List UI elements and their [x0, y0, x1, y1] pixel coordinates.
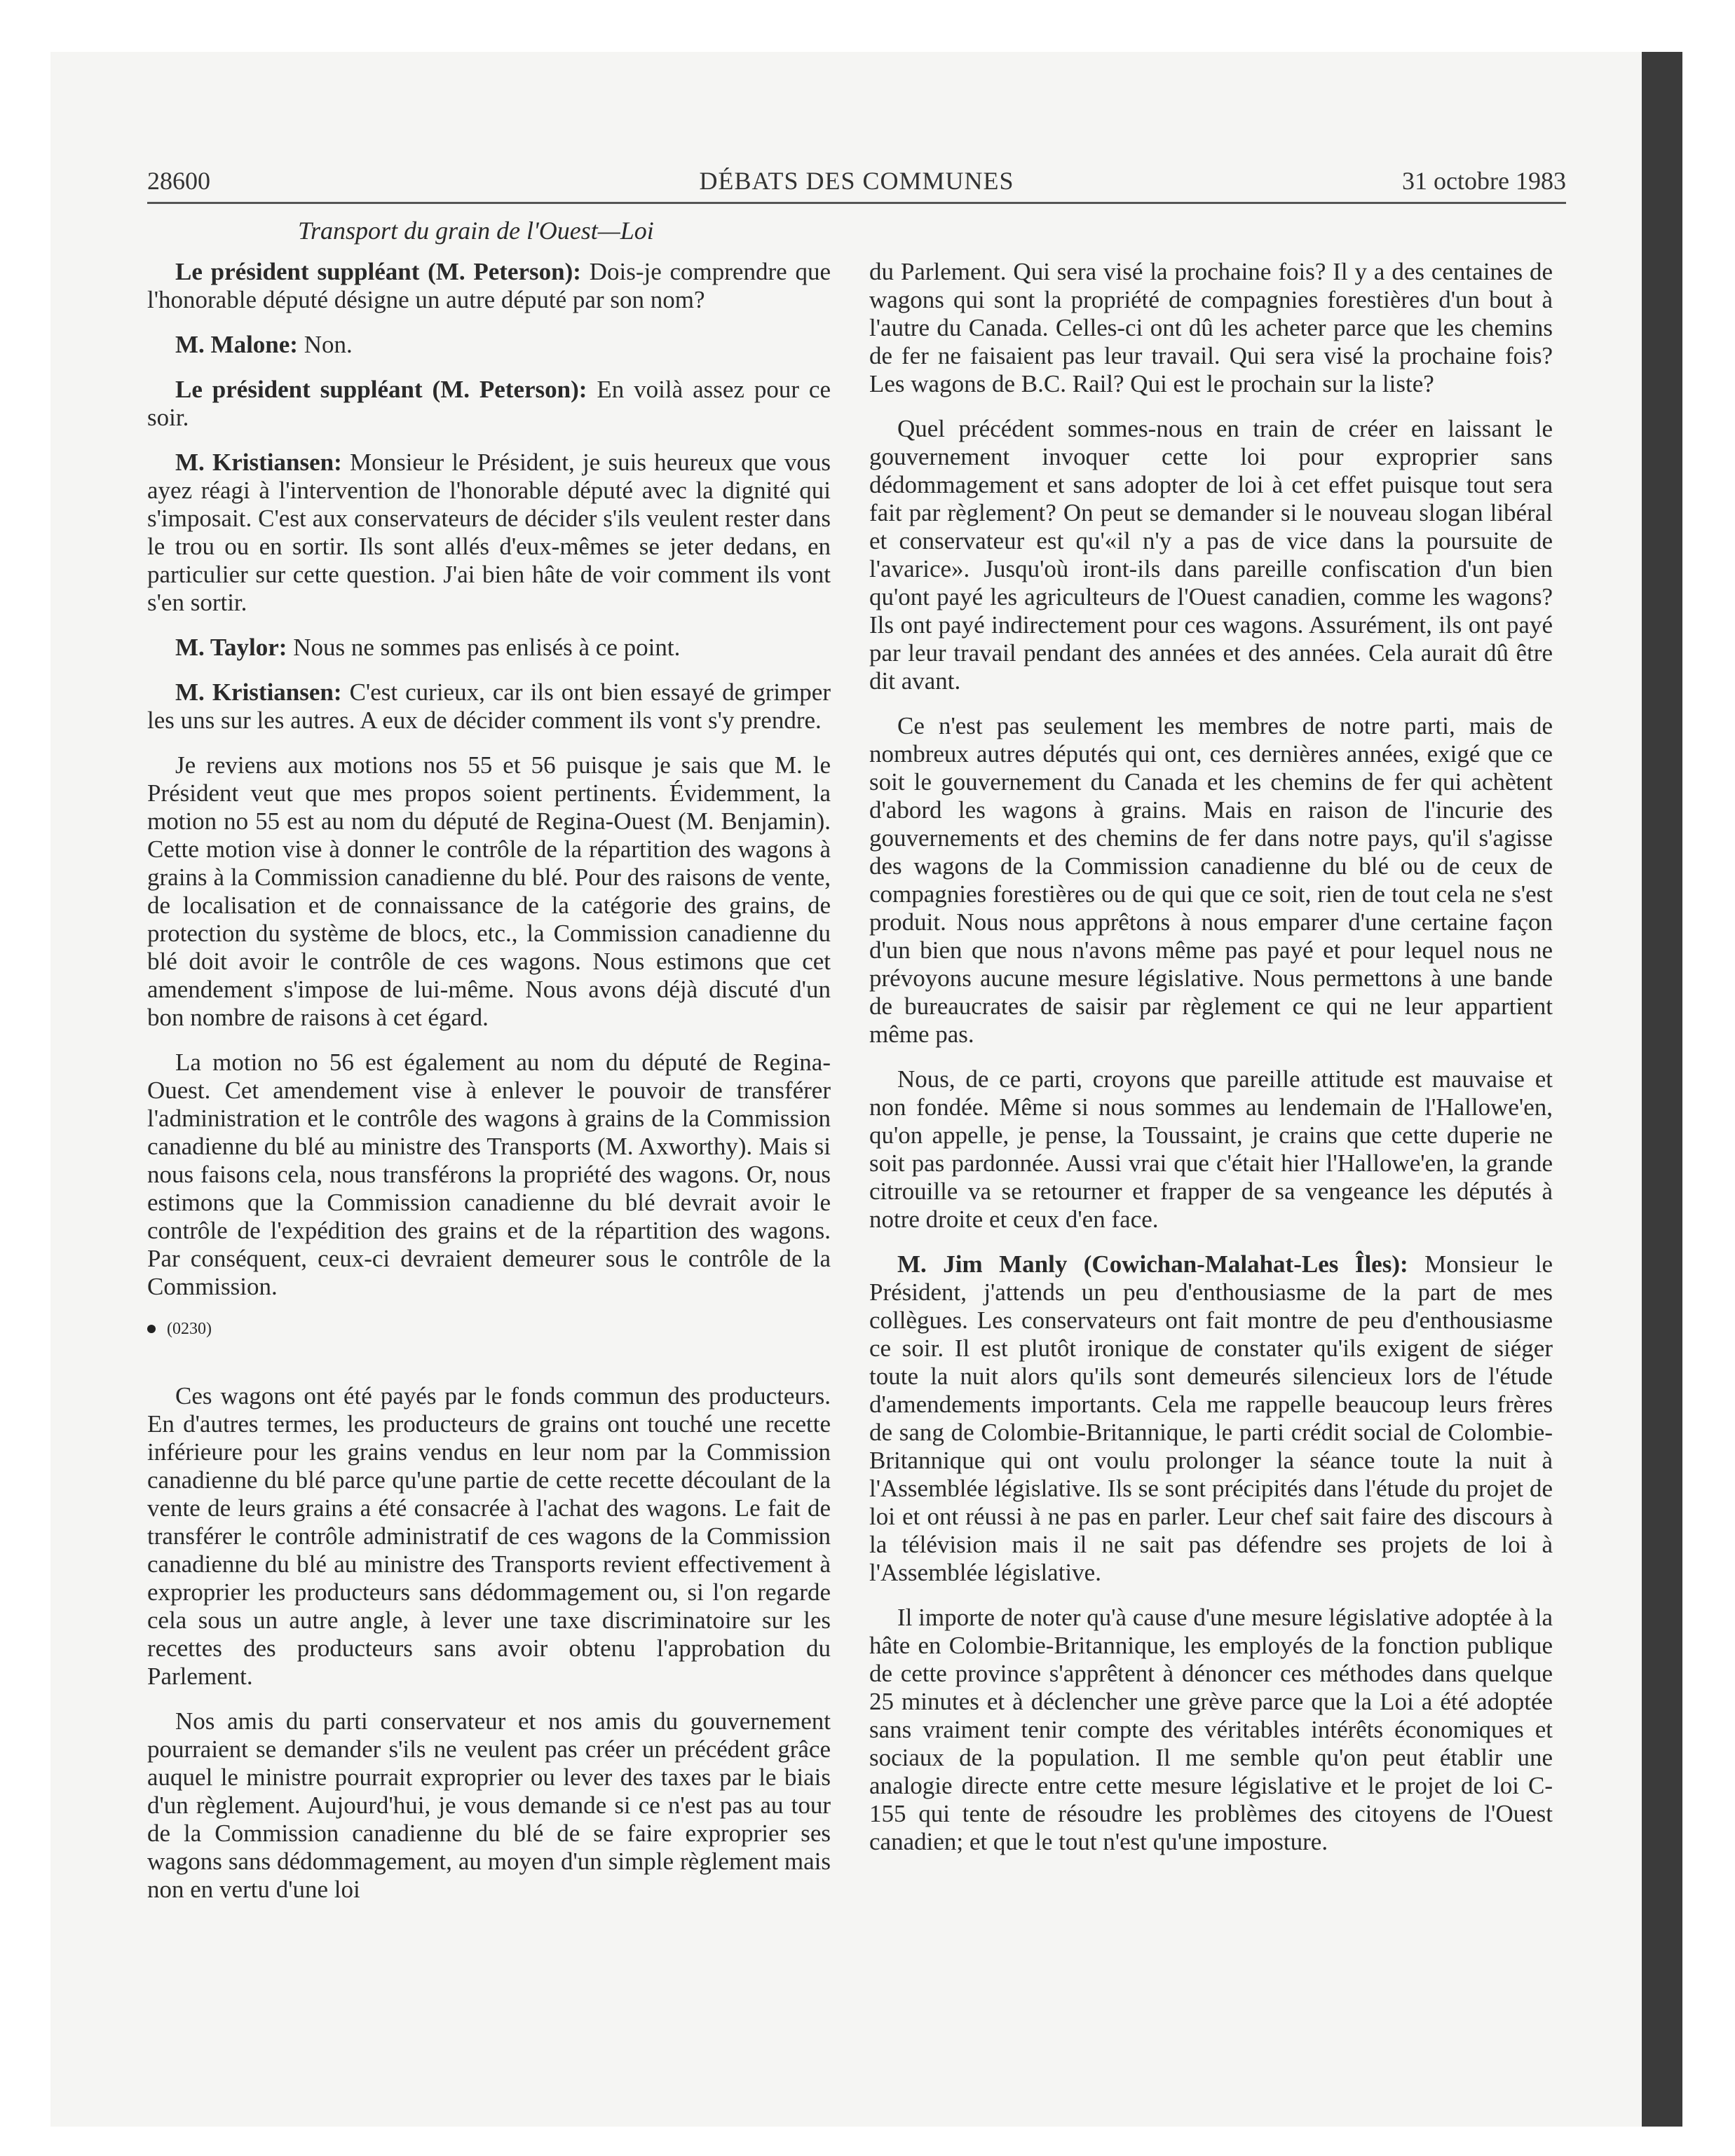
- left-column-paragraphs-continued: [147, 1382, 831, 1904]
- speaker-name: M. Malone:: [175, 331, 298, 358]
- paragraph: [147, 449, 831, 617]
- paragraph-text: En voilà assez pour ce soir.: [147, 376, 831, 431]
- paragraph-text: C'est curieux, car ils ont bien essayé de grimper les uns sur les autres. A eux de décider comment ils vont s'y prendre.: [147, 678, 831, 734]
- speaker-name: Le président suppléant (M. Peterson):: [175, 258, 581, 285]
- paragraph: [147, 678, 831, 735]
- paragraph: [147, 634, 831, 662]
- speaker-name: M. Taylor:: [175, 634, 287, 661]
- paragraph: [869, 258, 1553, 398]
- paragraph-text: Il importe de noter qu'à cause d'une mesure législative adoptée à la hâte en Colombie-Britannique, les employés de la fonction publique de cette province s'apprêtent à dénoncer ces méthodes dans quelque 25 minutes et à déclencher une grève parce que la Loi a été adoptée sans vraiment tenir compte des véritables intérêts économiques et sociaux de la population. Il me semble qu'on peut établir une analogie directe entre cette mesure législative et le projet de loi C-155 qui tente de résoudre les problèmes des citoyens de l'Ouest canadien; et que le tout n'est qu'une imposture.: [869, 1604, 1553, 1855]
- bullet-icon: [147, 1325, 156, 1333]
- paragraph: [869, 1250, 1553, 1587]
- paragraph: [147, 1707, 831, 1904]
- paragraph: [147, 751, 831, 1032]
- header-rule: [147, 202, 1566, 204]
- publication-title: DÉBATS DES COMMUNES: [699, 167, 1014, 195]
- paragraph-text: Nous, de ce parti, croyons que pareille attitude est mauvaise et non fondée. Même si nous sommes au lendemain de l'Hallowe'en, qu'on appelle, je pense, la Toussaint, je crains que cette duperie ne soit pas pardonnée. Aussi vrai que c'était hier l'Hallowe'en, la grande citrouille va se retourner et frapper de sa vengeance les députés à notre droite et ceux d'en face.: [869, 1065, 1553, 1233]
- paragraph: [147, 258, 831, 314]
- speaker-name: M. Kristiansen:: [175, 449, 342, 476]
- running-title: Transport du grain de l'Ouest—Loi: [298, 217, 654, 245]
- paragraph-text: Monsieur le Président, je suis heureux que vous ayez réagi à l'intervention de l'honorable député avec la dignité qui s'imposait. C'est aux conservateurs de décider s'ils veulent rester dans le trou ou en sortir. Ils sont allés d'eux-mêmes se jeter dedans, en particulier sur cette question. J'ai bien hâte de voir comment ils vont s'en sortir.: [147, 449, 831, 616]
- paragraph: [147, 1049, 831, 1301]
- paragraph-text: Je reviens aux motions nos 55 et 56 puisque je sais que M. le Président veut que mes propos soient pertinents. Évidemment, la motion no 55 est au nom du député de Regina-Ouest (M. Benjamin). Cette motion vise à donner le contrôle de la répartition des wagons à grains à la Commission canadienne du blé. Pour des raisons de vente, de localisation et de connaissance de la catégorie des grains, de protection du système de blocs, etc., la Commission canadienne du blé doit avoir le contrôle de ces wagons. Nous estimons que cet amendement s'impose de lui-même. Nous avons déjà discuté d'un bon nombre de raisons à cet égard.: [147, 751, 831, 1031]
- paragraph-text: du Parlement. Qui sera visé la prochaine fois? Il y a des centaines de wagons qui sont la propriété de compagnies forestières d'un bout à l'autre du Canada. Celles-ci ont dû les acheter parce que les chemins de fer ne faisaient pas leur travail. Qui sera visé la prochaine fois? Les wagons de B.C. Rail? Qui est le prochain sur la liste?: [869, 258, 1553, 397]
- page-header: [147, 164, 1566, 198]
- paragraph-text: Nos amis du parti conservateur et nos amis du gouvernement pourraient se demander s'ils ne veulent pas créer un précédent grâce auquel le ministre pourrait exproprier ou lever des taxes par le biais d'un règlement. Aujourd'hui, je vous demande si ce n'est pas au tour de la Commission canadienne du blé de se faire exproprier ses wagons sans dédommagement, au moyen d'un simple règlement mais non en vertu d'une loi: [147, 1707, 831, 1903]
- right-column: [869, 258, 1553, 1873]
- paragraph: [869, 1065, 1553, 1234]
- left-column: [147, 258, 831, 1920]
- scan-edge-bar: [1642, 52, 1682, 2127]
- time-marker-label: (0230): [167, 1320, 212, 1338]
- page-date: 31 octobre 1983: [1402, 167, 1566, 195]
- paragraph-text: Dois-je comprendre que l'honorable député désigne un autre député par son nom?: [147, 258, 831, 313]
- paragraph-text: Quel précédent sommes-nous en train de créer en laissant le gouvernement invoquer cette loi pour exproprier sans dédommagement et sans adopter de loi à cet effet puisque tout sera fait par règlement? On peut se demander si le nouveau slogan libéral et conservateur est qu'«il n'y a pas de vice dans la poursuite de l'avarice». Jusqu'où iront-ils dans pareille confiscation d'un bien qu'ont payé les agriculteurs de l'Ouest canadien, comme les wagons? Ils ont payé indirectement pour ces wagons. Assurément, ils ont payé par leur travail pendant des années et des années. Cela aurait dû être dit avant.: [869, 415, 1553, 695]
- right-column-paragraphs: [869, 258, 1553, 1856]
- paragraph-text: Nous ne sommes pas enlisés à ce point.: [287, 634, 681, 661]
- paragraph-text: Ce n'est pas seulement les membres de notre parti, mais de nombreux autres députés qui ont, ces dernières années, exigé que ce soit le gouvernement du Canada et les chemins de fer qui achètent d'abord les wagons à grains. Mais en raison de l'incurie des gouvernements et des chemins de fer dans notre pays, qu'il s'agisse des wagons de la Commission canadienne du blé ou de ceux de compagnies forestières ou de qui que ce soit, rien de tout cela ne s'est produit. Nous nous apprêtons à nous emparer d'une certaine façon d'un bien que nous n'avons même pas payé et pour lequel nous ne prévoyons aucune mesure législative. Nous permettons à une bande de bureaucrates de saisir par règlement ce qui ne leur appartient même pas.: [869, 712, 1553, 1048]
- speaker-name: M. Jim Manly (Cowichan-Malahat-Les Îles):: [897, 1250, 1408, 1278]
- time-marker: [147, 1318, 831, 1340]
- paragraph: [147, 1382, 831, 1691]
- speaker-name: M. Kristiansen:: [175, 678, 342, 706]
- paragraph: [869, 712, 1553, 1049]
- paragraph: [147, 376, 831, 432]
- paragraph: [869, 1604, 1553, 1856]
- paragraph: [147, 331, 831, 359]
- speaker-name: Le président suppléant (M. Peterson):: [175, 376, 587, 403]
- paragraph-text: Ces wagons ont été payés par le fonds commun des producteurs. En d'autres termes, les producteurs de grains ont touché une recette inférieure pour les grains vendus en leur nom par la Commission canadienne du blé parce qu'une partie de cette recette découlant de la vente de leurs grains a été consacrée à l'achat des wagons. Le fait de transférer le contrôle administratif de ces wagons de la Commission canadienne du blé au ministre des Transports revient effectivement à exproprier les producteurs sans dédommagement ou, si l'on regarde cela sous un autre angle, à lever une taxe discriminatoire sur les recettes des producteurs sans avoir obtenu l'approbation du Parlement.: [147, 1382, 831, 1690]
- paragraph-text: La motion no 56 est également au nom du député de Regina-Ouest. Cet amendement vise à enlever le pouvoir de transférer l'administration et le contrôle des wagons à grains de la Commission canadienne du blé au ministre des Transports (M. Axworthy). Mais si nous faisons cela, nous transférons la propriété des wagons. Or, nous estimons que la Commission canadienne du blé devrait avoir le contrôle de l'expédition des grains et de la répartition des wagons. Par conséquent, ceux-ci devraient demeurer sous le contrôle de la Commission.: [147, 1049, 831, 1300]
- page-number: 28600: [147, 167, 210, 195]
- paragraph: [869, 415, 1553, 695]
- left-column-paragraphs: [147, 258, 831, 1301]
- paragraph-text: Non.: [297, 331, 353, 358]
- paragraph-text: Monsieur le Président, j'attends un peu d'enthousiasme de la part de mes collègues. Les conservateurs ont fait montre de peu d'enthousiasme ce soir. Il est plutôt ironique de constater qu'ils exigent de siéger toute la nuit alors qu'ils sont demeurés silencieux lors de l'étude d'amendements importants. Cela me rappelle beaucoup leurs frères de sang de Colombie-Britannique, le parti crédit social de Colombie-Britannique qui ont voulu prolonger la séance toute la nuit à l'Assemblée législative. Ils se sont précipités dans l'étude du projet de loi et ont réussi à ne pas en parler. Leur chef sait faire des discours à la télévision mais il ne sait pas défendre ses projets de loi à l'Assemblée législative.: [869, 1250, 1553, 1586]
